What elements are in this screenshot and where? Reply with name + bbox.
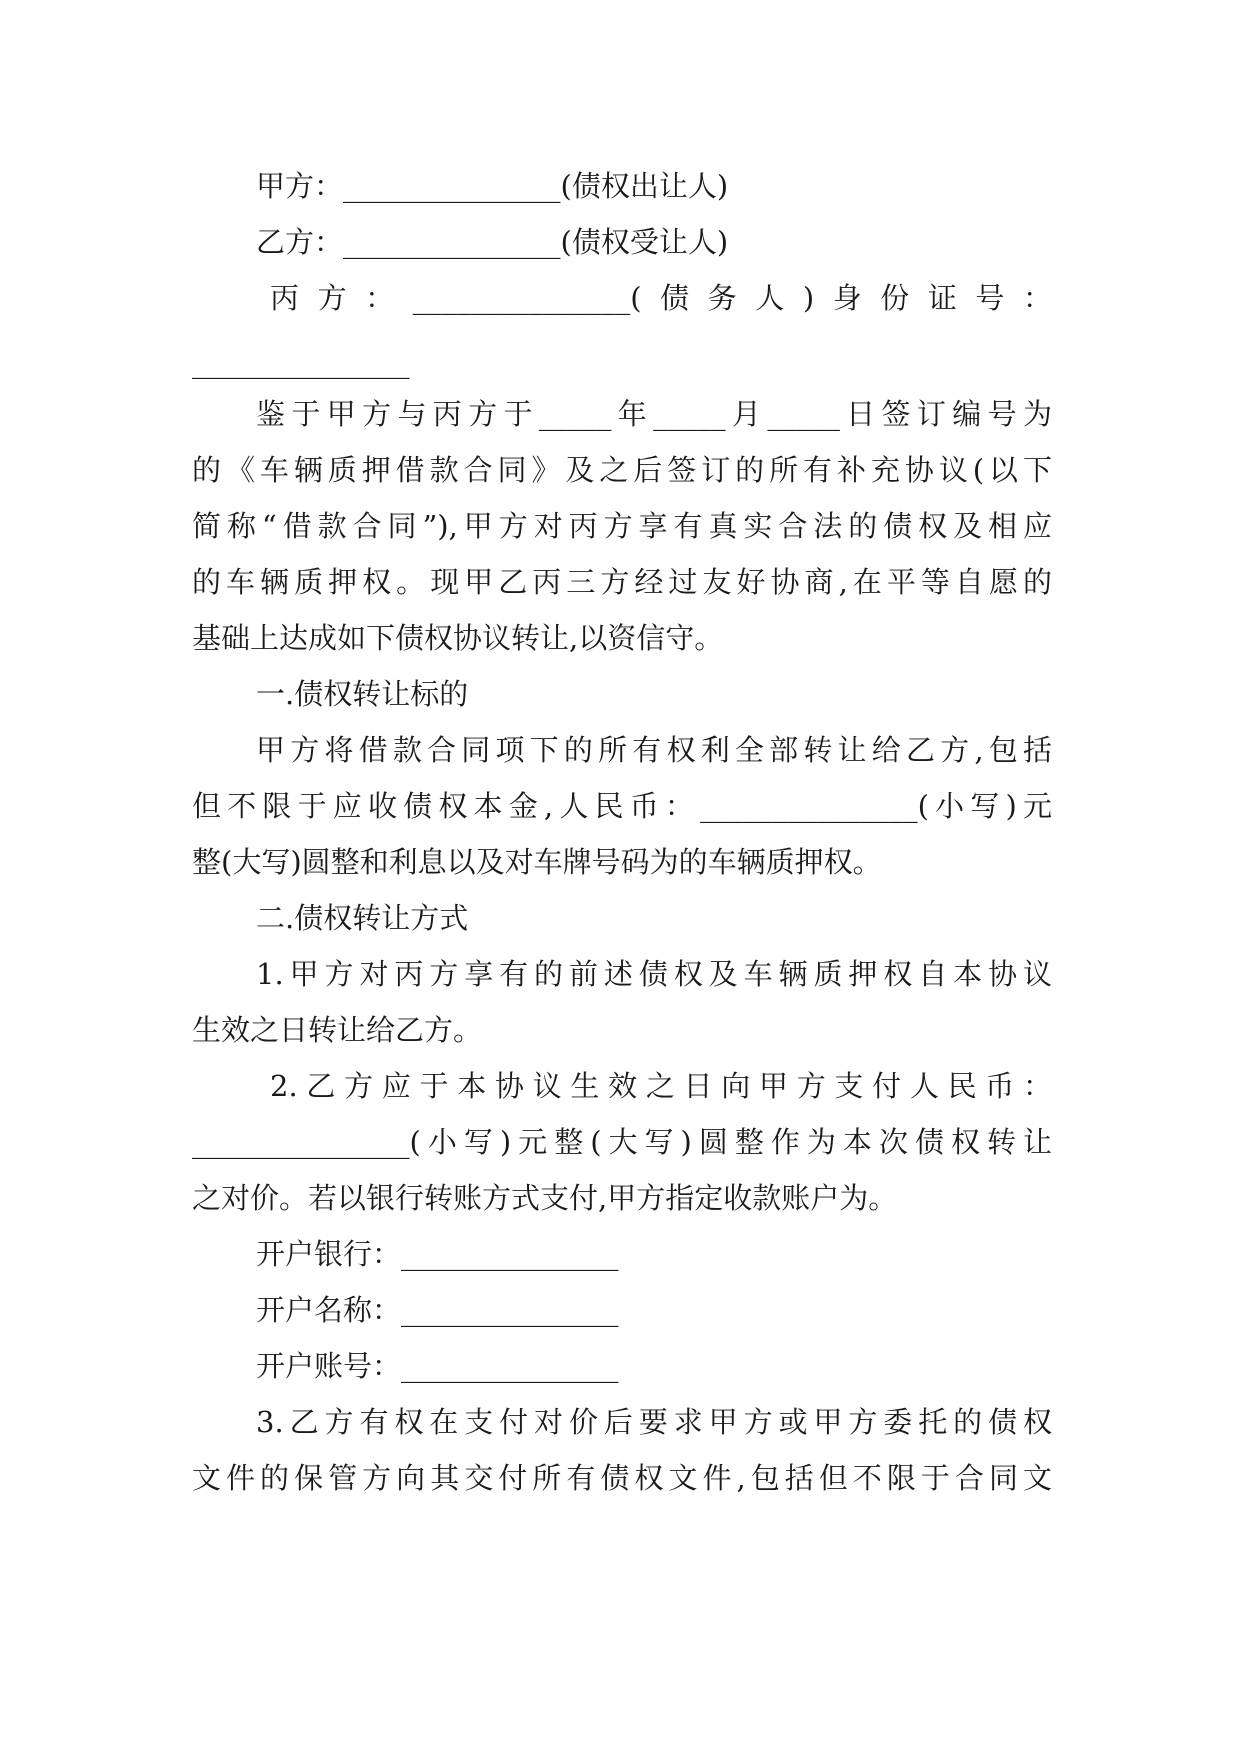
clause-2-line-1: 2.乙方应于本协议生效之日向甲方支付人民币： bbox=[270, 1069, 1052, 1103]
clause-3-line-1: 3.乙方有权在支付对价后要求甲方或甲方委托的债权 bbox=[256, 1405, 1052, 1439]
section-1-line-1: 甲方将借款合同项下的所有权利全部转让给乙方,包括 bbox=[256, 733, 1052, 767]
section-1-heading: 一.债权转让标的 bbox=[256, 677, 469, 711]
party-b-line: 乙方：_______________(债权受让人) bbox=[256, 225, 729, 259]
preamble-line-4: 的车辆质押权。现甲乙丙三方经过友好协商,在平等自愿的 bbox=[192, 565, 1052, 599]
clause-2-line-2: _______________(小写)元整(大写)圆整作为本次债权转让 bbox=[192, 1125, 1052, 1159]
preamble-line-2: 的《车辆质押借款合同》及之后签订的所有补充协议(以下 bbox=[192, 453, 1052, 487]
section-1-line-3: 整(大写)圆整和利息以及对车牌号码为的车辆质押权。 bbox=[192, 845, 882, 879]
account-number-line: 开户账号：_______________ bbox=[256, 1349, 619, 1383]
id-number-blank: _______________ bbox=[192, 345, 410, 379]
party-c-line: 丙方：_______________(债务人)身份证号： bbox=[270, 281, 1052, 315]
clause-1-line-2: 生效之日转让给乙方。 bbox=[192, 1013, 483, 1047]
clause-2-line-3: 之对价。若以银行转账方式支付,甲方指定收款账户为。 bbox=[192, 1181, 898, 1215]
preamble-line-5: 基础上达成如下债权协议转让,以资信守。 bbox=[192, 621, 724, 655]
preamble-line-3: 简称“借款合同”),甲方对丙方享有真实合法的债权及相应 bbox=[192, 509, 1052, 543]
party-a-line: 甲方：_______________(债权出让人) bbox=[256, 169, 729, 203]
section-1-line-2: 但不限于应收债权本金,人民币：_______________(小写)元 bbox=[192, 789, 1052, 823]
preamble-line-1: 鉴于甲方与丙方于_____年_____月_____日签订编号为 bbox=[256, 397, 1052, 431]
bank-name-line: 开户银行：_______________ bbox=[256, 1237, 619, 1271]
section-2-heading: 二.债权转让方式 bbox=[256, 901, 469, 935]
clause-3-line-2: 文件的保管方向其交付所有债权文件,包括但不限于合同文 bbox=[192, 1461, 1052, 1495]
account-name-line: 开户名称：_______________ bbox=[256, 1293, 619, 1327]
clause-1-line-1: 1.甲方对丙方享有的前述债权及车辆质押权自本协议 bbox=[256, 957, 1052, 991]
